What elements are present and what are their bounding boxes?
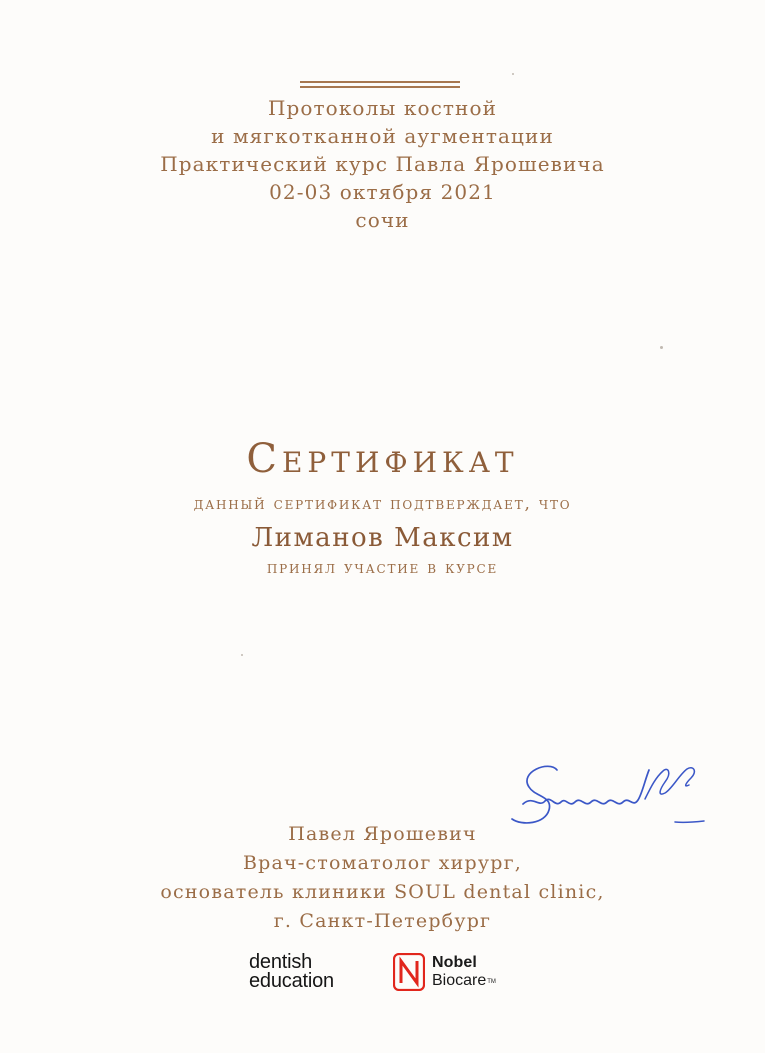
top-rule-2 — [300, 86, 460, 88]
course-dates: 02-03 октября 2021 — [269, 180, 496, 204]
nobel-logo-line-1: Nobel — [432, 954, 477, 971]
nobel-logo-text — [432, 954, 532, 990]
certificate-title: Сертификат — [246, 436, 519, 482]
course-subtitle: Практический курс Павла Ярошевича — [160, 152, 605, 176]
biocare-word: Biocare — [432, 972, 487, 989]
participant-name: Лиманов Максим — [251, 523, 514, 553]
nobel-biocare-logo — [393, 953, 543, 995]
course-title-line-1: Протоколы костной — [267, 96, 498, 120]
scan-speck — [241, 654, 243, 656]
speaker-info — [0, 820, 765, 936]
speaker-position: Врач-стоматолог хирург, — [242, 852, 523, 874]
course-title-line-2: и мягкотканной аугментации — [211, 124, 554, 148]
scan-speck — [660, 346, 663, 349]
speaker-clinic: основатель клиники SOUL dental clinic, — [160, 881, 605, 903]
dentish-logo-line-1: dentish — [249, 951, 313, 973]
speaker-name: Павел Ярошевич — [288, 823, 477, 845]
trademark-mark: TM — [487, 979, 496, 985]
course-city: сочи — [355, 208, 410, 232]
nobel-mark-icon — [393, 953, 425, 991]
course-header — [0, 94, 765, 234]
dentish-education-logo — [249, 953, 367, 995]
nobel-logo-line-2 — [432, 972, 532, 990]
confirmation-text: данный сертификат подтверждает, что — [193, 494, 572, 514]
speaker-city: г. Санкт-Петербург — [273, 910, 492, 932]
scan-speck — [512, 73, 514, 75]
dentish-logo-line-2: education — [249, 970, 334, 992]
participation-text: принял участие в курсе — [266, 558, 499, 578]
partner-logos — [0, 953, 765, 1003]
top-rule-1 — [300, 81, 460, 83]
